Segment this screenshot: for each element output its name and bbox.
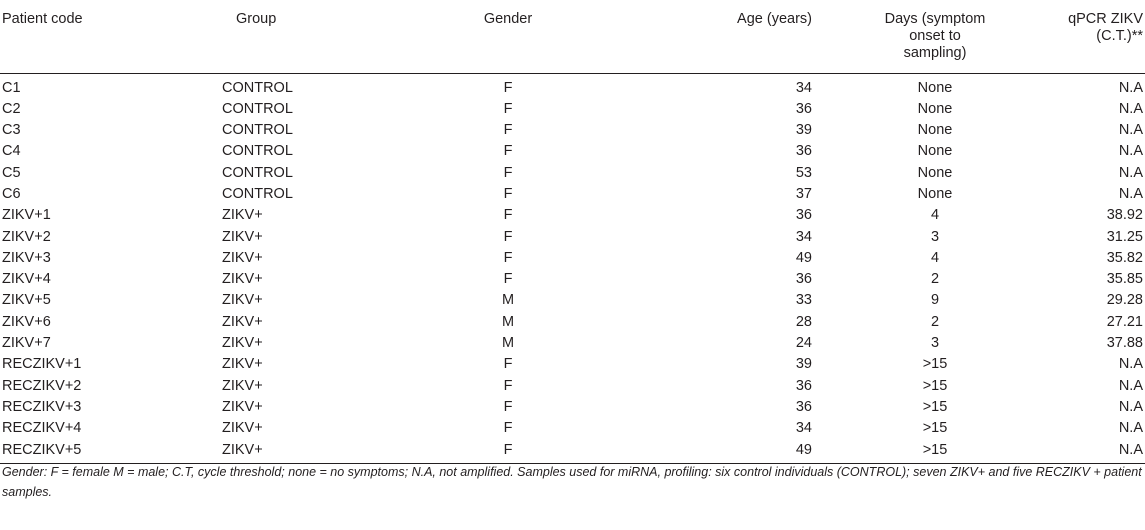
table-row bbox=[0, 205, 1145, 226]
cell-gender: F bbox=[503, 398, 513, 415]
cell-gender: F bbox=[422, 440, 594, 464]
cell-patient-code: ZIKV+5 bbox=[2, 292, 51, 309]
cell-age: 33 bbox=[795, 292, 812, 309]
cell-days: 2 bbox=[930, 271, 940, 288]
table-row bbox=[0, 248, 1145, 269]
cell-age: 37 bbox=[795, 185, 812, 202]
cell-qpcr: 35.82 bbox=[1106, 249, 1143, 266]
table-row bbox=[0, 227, 1145, 248]
cell-gender: F bbox=[503, 185, 513, 202]
cell-patient-code: C1 bbox=[2, 79, 21, 96]
cell-patient-code: ZIKV+6 bbox=[2, 313, 51, 330]
header-row bbox=[0, 0, 1145, 73]
table-row bbox=[0, 333, 1145, 354]
cell-age: 53 bbox=[795, 164, 812, 181]
cell-patient-code: RECZIKV+2 bbox=[2, 377, 82, 394]
cell-patient-code: ZIKV+3 bbox=[2, 249, 51, 266]
cell-qpcr: N.A bbox=[1118, 79, 1143, 96]
cell-patient-code: C4 bbox=[2, 143, 21, 160]
cell-age: 39 bbox=[795, 122, 812, 139]
cell-patient-code: RECZIKV+5 bbox=[0, 440, 222, 464]
cell-group: CONTROL bbox=[222, 100, 293, 117]
cell-group: CONTROL bbox=[222, 164, 293, 181]
header-days bbox=[812, 0, 1058, 73]
cell-group: ZIKV+ bbox=[222, 420, 263, 437]
cell-group: ZIKV+ bbox=[222, 377, 263, 394]
table-row bbox=[0, 120, 1145, 141]
cell-patient-code: ZIKV+4 bbox=[2, 271, 51, 288]
cell-age: 36 bbox=[795, 100, 812, 117]
cell-group: ZIKV+ bbox=[222, 335, 263, 352]
cell-days: None bbox=[917, 185, 953, 202]
cell-days: >15 bbox=[922, 356, 948, 373]
header-line: onset to bbox=[909, 28, 961, 44]
cell-age: 36 bbox=[795, 398, 812, 415]
cell-gender: F bbox=[503, 420, 513, 437]
cell-gender: F bbox=[503, 207, 513, 224]
header-line: (C.T.)** bbox=[1096, 28, 1143, 44]
cell-group: ZIKV+ bbox=[222, 398, 263, 415]
cell-qpcr: N.A bbox=[1118, 164, 1143, 181]
cell-days: >15 bbox=[922, 398, 948, 415]
cell-age: 34 bbox=[795, 420, 812, 437]
cell-qpcr: N.A bbox=[1118, 377, 1143, 394]
table-row bbox=[0, 354, 1145, 375]
cell-days: 4 bbox=[930, 207, 940, 224]
table-row bbox=[0, 163, 1145, 184]
table-row bbox=[0, 184, 1145, 205]
header-line: qPCR ZIKV bbox=[1068, 11, 1143, 27]
cell-patient-code: C2 bbox=[2, 100, 21, 117]
cell-qpcr: N.A bbox=[1118, 100, 1143, 117]
cell-gender: F bbox=[503, 100, 513, 117]
cell-patient-code: C5 bbox=[2, 164, 21, 181]
cell-patient-code: RECZIKV+1 bbox=[2, 356, 82, 373]
cell-gender: F bbox=[503, 143, 513, 160]
cell-days: 4 bbox=[930, 249, 940, 266]
header-line: Gender bbox=[483, 11, 533, 27]
cell-gender: F bbox=[503, 228, 513, 245]
cell-group: CONTROL bbox=[222, 122, 293, 139]
cell-age: 34 bbox=[795, 79, 812, 96]
cell-age: 49 bbox=[594, 440, 812, 464]
cell-qpcr: N.A bbox=[1118, 398, 1143, 415]
cell-qpcr: 29.28 bbox=[1106, 292, 1143, 309]
cell-patient-code: ZIKV+7 bbox=[2, 335, 51, 352]
header-gender bbox=[422, 0, 594, 73]
header-line: Days (symptom bbox=[884, 11, 986, 27]
cell-gender: M bbox=[501, 335, 515, 352]
table-row bbox=[0, 73, 1145, 99]
table-row bbox=[0, 418, 1145, 439]
cell-days: 9 bbox=[930, 292, 940, 309]
cell-days: None bbox=[917, 143, 953, 160]
cell-group: ZIKV+ bbox=[222, 313, 263, 330]
cell-group: ZIKV+ bbox=[222, 249, 263, 266]
header-line: Group bbox=[236, 11, 277, 27]
cell-days: 2 bbox=[930, 313, 940, 330]
cell-patient-code: C6 bbox=[2, 185, 21, 202]
cell-age: 28 bbox=[795, 313, 812, 330]
table-row bbox=[0, 376, 1145, 397]
cell-group: ZIKV+ bbox=[222, 356, 263, 373]
cell-age: 36 bbox=[795, 207, 812, 224]
table-row bbox=[0, 141, 1145, 162]
cell-age: 24 bbox=[795, 335, 812, 352]
cell-qpcr: N.A bbox=[1118, 356, 1143, 373]
cell-qpcr: N.A bbox=[1118, 185, 1143, 202]
cell-group: CONTROL bbox=[222, 79, 293, 96]
cell-age: 39 bbox=[795, 356, 812, 373]
cell-qpcr: N.A bbox=[1118, 143, 1143, 160]
header-patient-code bbox=[0, 0, 222, 73]
cell-qpcr: 38.92 bbox=[1106, 207, 1143, 224]
header-age bbox=[594, 0, 812, 73]
cell-patient-code: RECZIKV+4 bbox=[2, 420, 82, 437]
cell-days: >15 bbox=[812, 440, 1058, 464]
cell-qpcr: 31.25 bbox=[1106, 228, 1143, 245]
header-qpcr bbox=[1058, 0, 1145, 73]
header-line: Age (years) bbox=[737, 11, 812, 27]
header-line: sampling) bbox=[903, 45, 967, 61]
cell-age: 34 bbox=[795, 228, 812, 245]
cell-age: 36 bbox=[795, 143, 812, 160]
cell-days: None bbox=[917, 79, 953, 96]
cell-days: 3 bbox=[930, 335, 940, 352]
cell-qpcr: N.A bbox=[1118, 122, 1143, 139]
cell-group: ZIKV+ bbox=[222, 292, 263, 309]
cell-gender: F bbox=[503, 356, 513, 373]
table-row bbox=[0, 99, 1145, 120]
cell-gender: F bbox=[503, 249, 513, 266]
cell-qpcr: 37.88 bbox=[1106, 335, 1143, 352]
header-line: Patient code bbox=[2, 11, 83, 27]
cell-group: CONTROL bbox=[222, 185, 293, 202]
cell-patient-code: ZIKV+2 bbox=[2, 228, 51, 245]
cell-patient-code: RECZIKV+3 bbox=[2, 398, 82, 415]
cell-gender: F bbox=[503, 164, 513, 181]
cell-gender: F bbox=[503, 122, 513, 139]
cell-gender: F bbox=[503, 79, 513, 96]
cell-gender: M bbox=[501, 292, 515, 309]
cell-group: ZIKV+ bbox=[222, 440, 422, 464]
cell-age: 36 bbox=[795, 271, 812, 288]
table-row bbox=[0, 312, 1145, 333]
cell-days: 3 bbox=[930, 228, 940, 245]
cell-age: 36 bbox=[795, 377, 812, 394]
cell-days: None bbox=[917, 100, 953, 117]
cell-group: ZIKV+ bbox=[222, 207, 263, 224]
cell-group: CONTROL bbox=[222, 143, 293, 160]
cell-qpcr: N.A bbox=[1058, 440, 1145, 464]
cell-patient-code: ZIKV+1 bbox=[2, 207, 51, 224]
cell-days: None bbox=[917, 164, 953, 181]
table-header bbox=[0, 0, 1145, 73]
cell-qpcr: 35.85 bbox=[1106, 271, 1143, 288]
cell-days: >15 bbox=[922, 420, 948, 437]
cell-qpcr: 27.21 bbox=[1106, 313, 1143, 330]
cell-gender: F bbox=[503, 377, 513, 394]
cell-group: ZIKV+ bbox=[222, 271, 263, 288]
table-footnote: Gender: F = female M = male; C.T, cycle threshold; none = no symptoms; N.A, not amplified. Samples used for miRNA, profiling: six control individuals (CONTROL); seven ZIKV+ and five RECZIKV + patient samples. bbox=[2, 465, 1142, 499]
cell-days: >15 bbox=[922, 377, 948, 394]
table-row bbox=[0, 290, 1145, 311]
cell-gender: F bbox=[503, 271, 513, 288]
cell-patient-code: C3 bbox=[2, 122, 21, 139]
table-row bbox=[0, 269, 1145, 290]
cell-qpcr: N.A bbox=[1118, 420, 1143, 437]
cell-group: ZIKV+ bbox=[222, 228, 263, 245]
cell-days: None bbox=[917, 122, 953, 139]
cell-gender: M bbox=[501, 313, 515, 330]
cell-age: 49 bbox=[795, 249, 812, 266]
table-body bbox=[0, 73, 1145, 463]
table-row bbox=[0, 440, 1145, 464]
header-group bbox=[222, 0, 422, 73]
table-row bbox=[0, 397, 1145, 418]
